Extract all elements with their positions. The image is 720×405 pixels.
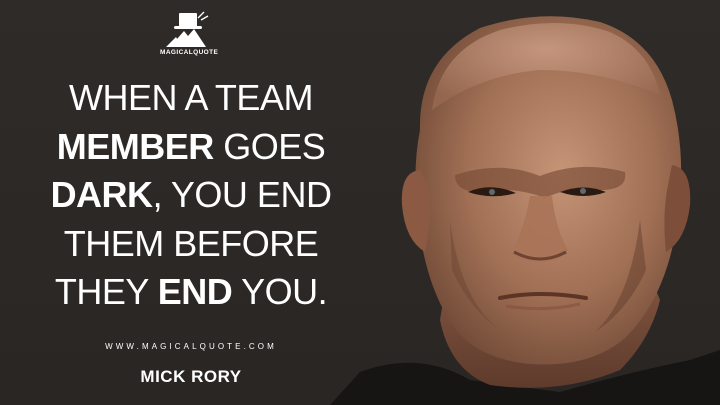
quote-line	[50, 171, 332, 220]
quote-segment: WHEN A TEAM	[69, 77, 313, 118]
top-hat-icon	[164, 10, 212, 48]
quote-line	[50, 123, 332, 172]
quote-segment: , YOU END	[152, 174, 332, 215]
quote-segment: GOES	[213, 125, 326, 167]
website-url: WWW.MAGICALQUOTE.COM	[105, 342, 277, 351]
quote-line	[50, 268, 332, 317]
logo-wordmark: MAGICALQUOTE	[160, 49, 219, 56]
quote-emphasis: MEMBER	[56, 125, 214, 167]
quote-author: MICK RORY	[140, 367, 242, 386]
quote-segment: YOU.	[232, 271, 328, 312]
brand-logo	[160, 10, 219, 56]
quote-line	[50, 220, 332, 269]
quote-line	[50, 74, 332, 123]
quote-text	[50, 74, 332, 317]
quote-emphasis: DARK	[50, 174, 153, 215]
quote-segment: THEY	[54, 271, 158, 312]
quote-emphasis: END	[157, 271, 233, 312]
quote-segment: THEM BEFORE	[63, 222, 319, 264]
